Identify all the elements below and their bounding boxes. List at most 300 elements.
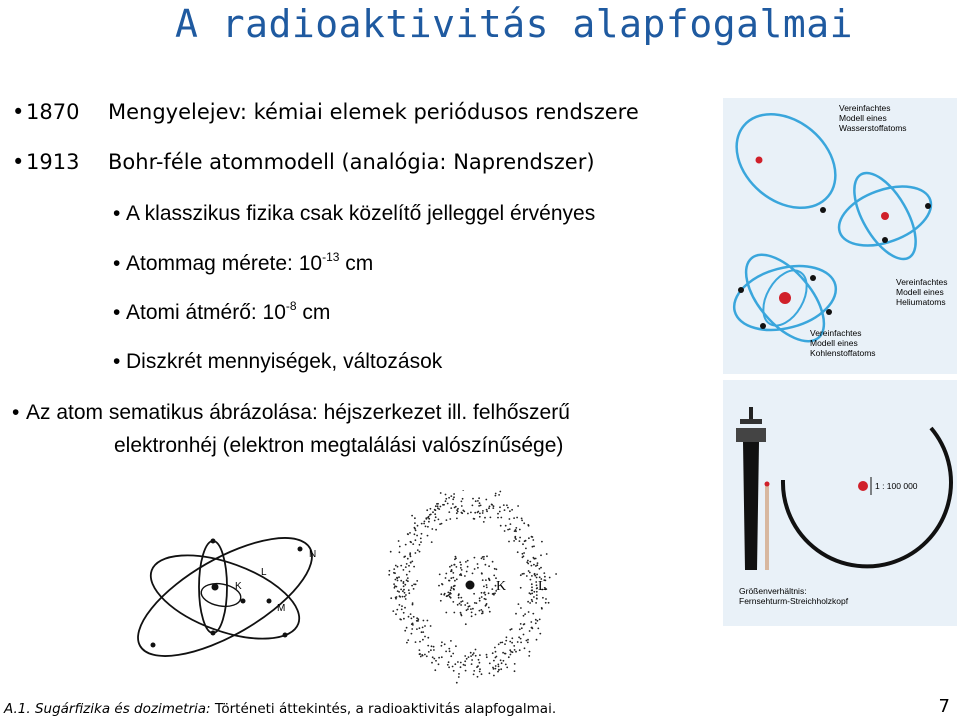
cloud-dot	[498, 666, 500, 668]
electron	[298, 547, 303, 552]
cloud-dot	[555, 573, 557, 575]
cloud-dot	[455, 556, 457, 558]
cloud-dot	[409, 554, 411, 556]
cloud-dot	[457, 511, 459, 513]
footer-course: A.1. Sugárfizika és dozimetria:	[4, 701, 211, 717]
cloud-dot	[527, 642, 529, 644]
cloud-dot	[531, 593, 533, 595]
cloud-dot	[408, 565, 410, 567]
cloud-dot	[519, 649, 521, 651]
cloud-dot	[445, 577, 447, 579]
cloud-dot	[472, 608, 474, 610]
bullet-1870	[12, 100, 639, 124]
cloud-dot	[396, 577, 398, 579]
cloud-dot	[392, 610, 394, 612]
cloud-dot	[435, 529, 437, 531]
cloud-dot	[403, 582, 405, 584]
cloud-dot	[504, 509, 506, 511]
cloud-dot	[510, 523, 512, 525]
cloud-dot	[449, 518, 451, 520]
cloud-dot	[447, 503, 449, 505]
cloud-dot	[443, 504, 445, 506]
cloud-dot	[410, 556, 412, 558]
orbit-label-k: K	[235, 581, 242, 592]
cloud-dot	[396, 596, 398, 598]
cloud-dot	[485, 579, 487, 581]
cloud-dot	[489, 672, 491, 674]
cloud-dot	[520, 574, 522, 576]
cloud-dot	[450, 589, 452, 591]
cloud-dot	[427, 645, 429, 647]
cloud-dot	[399, 604, 401, 606]
cloud-dot	[428, 521, 430, 523]
cloud-dot	[405, 544, 407, 546]
cloud-dot	[490, 517, 492, 519]
cloud-dot	[443, 594, 445, 596]
cloud-dot	[506, 636, 508, 638]
cloud-dot	[424, 521, 426, 523]
cloud-dot	[484, 517, 486, 519]
sub-bullet-nucleus-size	[113, 250, 374, 276]
cloud-dot	[416, 628, 418, 630]
cloud-dot	[527, 560, 529, 562]
bullet-suffix: cm	[339, 252, 374, 275]
cloud-dot	[406, 574, 408, 576]
cloud-dot	[414, 533, 416, 535]
cloud-dot	[492, 561, 494, 563]
cloud-dot	[503, 504, 505, 506]
cloud-dot	[531, 600, 533, 602]
sub-bullet-atom-diameter	[113, 299, 331, 325]
cloud-dot	[465, 670, 467, 672]
cloud-dot	[509, 510, 511, 512]
cloud-dot	[467, 602, 469, 604]
cloud-dot	[515, 538, 517, 540]
cloud-dot	[483, 592, 485, 594]
cloud-dot	[415, 584, 417, 586]
cloud-dot	[433, 646, 435, 648]
cloud-dot	[488, 507, 490, 509]
cloud-dot	[536, 598, 538, 600]
cloud-dot	[419, 653, 421, 655]
cloud-dot	[479, 502, 481, 504]
cloud-dot	[422, 627, 424, 629]
cloud-dot	[403, 585, 405, 587]
cloud-label-l: L	[538, 579, 547, 594]
cloud-dot	[531, 575, 533, 577]
electron	[760, 323, 766, 329]
cloud-dot	[393, 583, 395, 585]
cloud-dot	[514, 663, 516, 665]
cloud-dot	[448, 661, 450, 663]
cloud-dot	[430, 649, 432, 651]
cloud-dot	[509, 649, 511, 651]
cloud-dot	[489, 579, 491, 581]
cloud-dot	[395, 613, 397, 615]
cloud-dot	[450, 507, 452, 509]
cloud-dot	[440, 492, 442, 494]
cloud-dot	[500, 525, 502, 527]
cloud-dot	[519, 628, 521, 630]
cloud-dot	[437, 505, 439, 507]
cloud-dot	[455, 645, 457, 647]
cloud-dot	[427, 535, 429, 537]
cloud-dot	[513, 517, 515, 519]
cloud-dot	[426, 655, 428, 657]
electron	[241, 599, 246, 604]
cloud-dot	[404, 556, 406, 558]
cloud-dot	[496, 568, 498, 570]
cloud-dot	[434, 513, 436, 515]
cloud-dot	[453, 670, 455, 672]
cloud-dot	[497, 517, 499, 519]
cloud-dot	[519, 529, 521, 531]
cloud-dot	[528, 537, 530, 539]
cloud-dot	[438, 663, 440, 665]
cloud-dot	[525, 540, 527, 542]
cloud-dot	[420, 656, 422, 658]
cloud-dot	[539, 619, 541, 621]
cloud-dot	[475, 614, 477, 616]
cloud-dot	[441, 645, 443, 647]
cloud-dot	[399, 618, 401, 620]
cloud-dot	[471, 663, 473, 665]
hydrogen-nucleus	[756, 157, 763, 164]
cloud-dot	[421, 523, 423, 525]
cloud-dot	[454, 564, 456, 566]
cloud-dot	[476, 666, 478, 668]
cloud-dot	[420, 541, 422, 543]
cloud-dot	[505, 664, 507, 666]
cloud-dot	[495, 493, 497, 495]
cloud-dot	[531, 583, 533, 585]
cloud-dot	[466, 658, 468, 660]
cloud-dot	[449, 580, 451, 582]
carbon-label-3: Kohlenstoffatoms	[810, 348, 876, 358]
cloud-dot	[482, 579, 484, 581]
cloud-dot	[523, 615, 525, 617]
cloud-dot	[529, 630, 531, 632]
cloud-dot	[421, 631, 423, 633]
cloud-dot	[473, 670, 475, 672]
cloud-dot	[454, 580, 456, 582]
bullet-year: 1870	[26, 100, 80, 124]
cloud-dot	[412, 604, 414, 606]
electron-cloud-diagram	[388, 490, 568, 700]
cloud-dot	[403, 569, 405, 571]
cloud-dot	[479, 654, 481, 656]
cloud-dot	[423, 620, 425, 622]
cloud-dot	[398, 540, 400, 542]
tower-antenna	[749, 407, 753, 419]
bullet-prefix: Atomi átmérő: 10	[126, 301, 286, 324]
cloud-dot	[509, 528, 511, 530]
electron	[882, 237, 888, 243]
cloud-dot	[526, 640, 528, 642]
cloud-dot	[402, 590, 404, 592]
cloud-dot	[431, 662, 433, 664]
cloud-dot	[475, 649, 477, 651]
footer	[4, 701, 556, 717]
cloud-dot	[473, 674, 475, 676]
cloud-dot	[401, 609, 403, 611]
cloud-dot	[544, 576, 546, 578]
cloud-dot	[489, 663, 491, 665]
cloud-dot	[450, 655, 452, 657]
cloud-dot	[486, 587, 488, 589]
cloud-dot	[419, 649, 421, 651]
cloud-dot	[481, 572, 483, 574]
cloud-dot	[488, 607, 490, 609]
cloud-dot	[441, 641, 443, 643]
cloud-dot	[452, 653, 454, 655]
cloud-dot	[515, 527, 517, 529]
cloud-dot	[545, 598, 547, 600]
slide-title: A radioaktivitás alapfogalmai	[175, 2, 853, 46]
cloud-dot	[493, 575, 495, 577]
cloud-dot	[505, 640, 507, 642]
cloud-dot	[482, 512, 484, 514]
cloud-dot	[406, 579, 408, 581]
orbit-label-n: N	[309, 549, 317, 560]
cloud-dot	[531, 565, 533, 567]
cloud-dot	[453, 612, 455, 614]
nucleus	[466, 581, 475, 590]
cloud-dot	[427, 620, 429, 622]
cloud-dot	[458, 673, 460, 675]
cloud-dot	[445, 500, 447, 502]
cloud-dot	[400, 589, 402, 591]
bullet-dot: •	[113, 350, 121, 373]
cloud-dot	[526, 561, 528, 563]
cloud-dot	[485, 598, 487, 600]
cloud-dot	[515, 651, 517, 653]
cloud-dot	[507, 529, 509, 531]
cloud-dot	[486, 510, 488, 512]
cloud-dot	[531, 589, 533, 591]
cloud-dot	[472, 573, 474, 575]
cloud-dot	[522, 573, 524, 575]
cloud-dot	[398, 591, 400, 593]
cloud-dot	[467, 560, 469, 562]
cloud-dot	[520, 587, 522, 589]
cloud-dot	[504, 643, 506, 645]
cloud-dot	[514, 536, 516, 538]
cloud-dot	[448, 511, 450, 513]
cloud-dot	[439, 574, 441, 576]
cloud-dot	[456, 682, 458, 684]
tower-head	[736, 428, 766, 442]
cloud-dot	[410, 613, 412, 615]
cloud-dot	[409, 571, 411, 573]
matchhead	[765, 482, 770, 487]
cloud-dot	[399, 551, 401, 553]
cloud-dot	[540, 554, 542, 556]
helium-label-2: Modell eines	[896, 287, 944, 297]
cloud-dot	[419, 627, 421, 629]
cloud-dot	[464, 575, 466, 577]
cloud-dot	[446, 595, 448, 597]
cloud-dot	[540, 567, 542, 569]
cloud-dot	[485, 605, 487, 607]
cloud-dot	[499, 511, 501, 513]
cloud-dot	[417, 525, 419, 527]
cloud-dot	[488, 565, 490, 567]
cloud-dot	[467, 513, 469, 515]
cloud-dot	[430, 508, 432, 510]
cloud-dot	[472, 505, 474, 507]
cloud-dot	[481, 596, 483, 598]
electron	[810, 275, 816, 281]
cloud-dot	[541, 541, 543, 543]
cloud-dot	[419, 641, 421, 643]
cloud-dot	[525, 548, 527, 550]
orbit-label-m: M	[277, 603, 286, 614]
cloud-dot	[473, 593, 475, 595]
cloud-dot	[528, 570, 530, 572]
cloud-dot	[411, 585, 413, 587]
cloud-dot	[520, 607, 522, 609]
cloud-dot	[399, 596, 401, 598]
cloud-dot	[388, 574, 390, 576]
bullet-text: Diszkrét mennyiségek, változások	[126, 350, 443, 373]
cloud-dot	[412, 543, 414, 545]
cloud-dot	[467, 608, 469, 610]
cloud-dot	[492, 652, 494, 654]
cloud-label-k: K	[496, 579, 507, 594]
cloud-dot	[419, 544, 421, 546]
cloud-dot	[414, 517, 416, 519]
cloud-dot	[527, 524, 529, 526]
cloud-dot	[408, 616, 410, 618]
cloud-dot	[428, 651, 430, 653]
cloud-dot	[499, 506, 501, 508]
cloud-dot	[527, 639, 529, 641]
cloud-dot	[533, 564, 535, 566]
cloud-dot	[460, 574, 462, 576]
cloud-dot	[517, 505, 519, 507]
cloud-dot	[518, 603, 520, 605]
cloud-dot	[403, 612, 405, 614]
cloud-dot	[404, 607, 406, 609]
cloud-dot	[465, 623, 467, 625]
scale-caption-1: Größenverhältnis:	[739, 586, 807, 596]
electron	[925, 203, 931, 209]
cloud-dot	[441, 583, 443, 585]
cloud-dot	[497, 671, 499, 673]
cloud-dot	[445, 651, 447, 653]
cloud-dot	[500, 668, 502, 670]
cloud-dot	[448, 648, 450, 650]
bullet-shell-model	[12, 401, 570, 425]
cloud-dot	[529, 602, 531, 604]
sub-bullet-classical-physics	[113, 202, 596, 226]
hydrogen-orbit	[723, 98, 854, 227]
tower-top	[740, 419, 762, 424]
cloud-dot	[419, 551, 421, 553]
cloud-dot	[486, 654, 488, 656]
cloud-dot	[456, 512, 458, 514]
cloud-dot	[515, 530, 517, 532]
cloud-dot	[404, 596, 406, 598]
cloud-dot	[479, 668, 481, 670]
cloud-dot	[479, 610, 481, 612]
cloud-dot	[410, 541, 412, 543]
cloud-dot	[450, 577, 452, 579]
cloud-dot	[477, 500, 479, 502]
cloud-dot	[398, 576, 400, 578]
cloud-dot	[469, 605, 471, 607]
cloud-dot	[541, 607, 543, 609]
cloud-dot	[486, 656, 488, 658]
cloud-dot	[460, 597, 462, 599]
cloud-dot	[416, 620, 418, 622]
cloud-dot	[474, 512, 476, 514]
cloud-dot	[404, 592, 406, 594]
cloud-dot	[478, 497, 480, 499]
cloud-dot	[406, 563, 408, 565]
cloud-dot	[497, 513, 499, 515]
bullet-shell-model-line2	[114, 434, 563, 458]
atom-models-illustration	[723, 98, 957, 374]
cloud-dot	[426, 509, 428, 511]
cloud-dot	[417, 549, 419, 551]
cloud-dot	[542, 597, 544, 599]
cloud-dot	[486, 509, 488, 511]
cloud-dot	[527, 601, 529, 603]
cloud-dot	[404, 630, 406, 632]
electron	[738, 287, 744, 293]
carbon-label-1: Vereinfachtes	[810, 328, 862, 338]
cloud-dot	[438, 508, 440, 510]
cloud-dot	[533, 596, 535, 598]
cloud-dot	[516, 517, 518, 519]
cloud-dot	[495, 657, 497, 659]
cloud-dot	[529, 561, 531, 563]
cloud-dot	[454, 663, 456, 665]
cloud-dot	[463, 664, 465, 666]
cloud-dot	[406, 627, 408, 629]
cloud-dot	[475, 500, 477, 502]
cloud-dot	[524, 647, 526, 649]
cloud-dot	[480, 505, 482, 507]
cloud-dot	[450, 593, 452, 595]
cloud-dot	[449, 566, 451, 568]
bullet-dot: •	[12, 401, 20, 424]
cloud-dot	[489, 611, 491, 613]
cloud-dot	[532, 613, 534, 615]
bullet-dot: •	[113, 301, 121, 324]
cloud-dot	[548, 602, 550, 604]
cloud-dot	[458, 597, 460, 599]
cloud-dot	[450, 495, 452, 497]
cloud-dot	[405, 594, 407, 596]
scale-caption-2: Fernsehturm-Streichholzkopf	[739, 596, 849, 606]
electron	[283, 633, 288, 638]
cloud-dot	[438, 585, 440, 587]
cloud-dot	[493, 505, 495, 507]
cloud-dot	[471, 659, 473, 661]
cloud-dot	[449, 596, 451, 598]
cloud-dot	[521, 520, 523, 522]
cloud-dot	[486, 584, 488, 586]
cloud-dot	[498, 669, 500, 671]
cloud-dot	[424, 654, 426, 656]
matchstick	[765, 484, 769, 570]
cloud-dot	[534, 574, 536, 576]
cloud-dot	[461, 512, 463, 514]
cloud-dot	[509, 518, 511, 520]
